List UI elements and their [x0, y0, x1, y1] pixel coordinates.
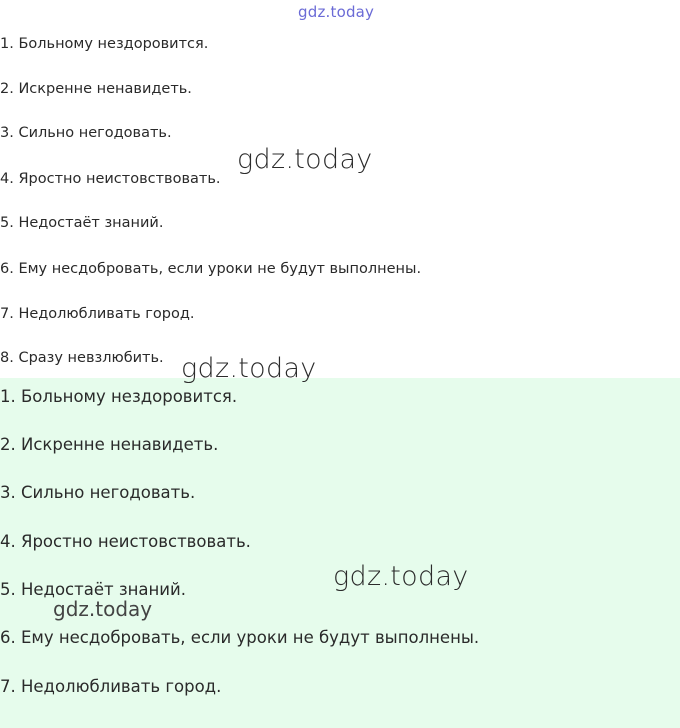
answer-panel — [0, 378, 680, 728]
list-item: 5. Недостаёт знаний. — [0, 215, 164, 231]
list-item: 6. Ему несдобровать, если уроки не будут выполнены. — [0, 261, 422, 277]
list-item: 3. Сильно негодовать. — [0, 125, 172, 141]
watermark: gdz.today — [237, 144, 373, 175]
watermark: gdz.today — [333, 561, 469, 592]
list-item: 4. Яростно неистовствовать. — [0, 532, 251, 551]
list-item: 8. Сразу невзлюбить. — [0, 350, 164, 366]
watermark-top: gdz.today — [298, 3, 375, 21]
list-item: 2. Искренне ненавидеть. — [0, 81, 192, 97]
list-item: 2. Искренне ненавидеть. — [0, 435, 219, 454]
list-item: 1. Больному нездоровится. — [0, 36, 209, 52]
watermark: gdz.today — [181, 353, 317, 384]
list-item: 1. Больному нездоровится. — [0, 387, 238, 406]
list-item: 4. Яростно неистовствовать. — [0, 171, 221, 187]
watermark: gdz.today — [53, 597, 153, 621]
list-item: 6. Ему несдобровать, если уроки не будут выполнены. — [0, 628, 480, 647]
list-item: 7. Недолюбливать город. — [0, 677, 222, 696]
list-item: 5. Недостаёт знаний. — [0, 580, 187, 599]
list-item: 3. Сильно негодовать. — [0, 483, 196, 502]
list-item: 7. Недолюбливать город. — [0, 306, 195, 322]
